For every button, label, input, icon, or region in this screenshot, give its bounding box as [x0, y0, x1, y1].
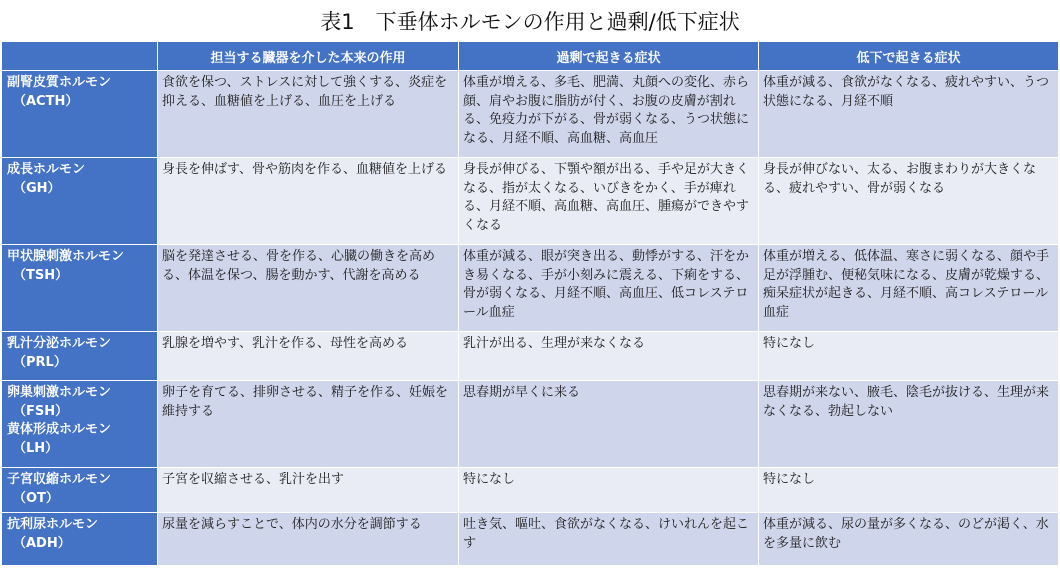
hormone-name-cell	[2, 71, 158, 158]
table-row	[2, 71, 1059, 158]
effect-cell: 子宮を収縮させる、乳汁を出す	[158, 468, 459, 513]
hormone-name: 成長ホルモン	[7, 162, 86, 177]
hormone-name-cell	[2, 245, 158, 332]
effect-cell: 尿量を減らすことで、体内の水分を調節する	[158, 513, 459, 566]
hormone-abbr: （OT）	[13, 490, 59, 506]
header-deficiency: 低下で起きる症状	[759, 42, 1059, 71]
deficiency-cell: 特になし	[759, 468, 1059, 513]
hormone-name: 副腎皮質ホルモン	[7, 75, 112, 90]
effect-cell: 卵子を育てる、排卵させる、精子を作る、妊娠を維持する	[158, 381, 459, 468]
table-row	[2, 468, 1059, 513]
table-row	[2, 332, 1059, 381]
deficiency-cell: 体重が減る、食欲がなくなる、疲れやすい、うつ状態になる、月経不順	[759, 71, 1059, 158]
deficiency-cell: 体重が減る、尿の量が多くなる、のどが渇く、水を多量に飲む	[759, 513, 1059, 566]
header-excess: 過剰で起きる症状	[459, 42, 759, 71]
table-row	[2, 513, 1059, 566]
effect-cell: 脳を発達させる、骨を作る、心臓の働きを高める、体温を保つ、腸を動かす、代謝を高める	[158, 245, 459, 332]
hormone-name-cell	[2, 381, 158, 468]
deficiency-cell: 身長が伸びない、太る、お腹まわりが大きくなる、疲れやすい、骨が弱くなる	[759, 158, 1059, 245]
table-title: 表1 下垂体ホルモンの作用と過剰/低下症状	[320, 10, 740, 34]
table-row	[2, 158, 1059, 245]
hormone-name-cell	[2, 468, 158, 513]
hormone-abbr-secondary: （LH）	[13, 440, 59, 456]
excess-cell: 乳汁が出る、生理が来なくなる	[459, 332, 759, 381]
excess-cell: 吐き気、嘔吐、食欲がなくなる、けいれんを起こす	[459, 513, 759, 566]
excess-cell: 特になし	[459, 468, 759, 513]
hormone-abbr: （PRL）	[13, 354, 67, 370]
hormone-abbr: （TSH）	[13, 267, 69, 283]
hormone-name: 甲状腺刺激ホルモン	[7, 249, 125, 264]
deficiency-cell: 体重が増える、低体温、寒さに弱くなる、顔や手足が浮腫む、便秘気味になる、皮膚が乾燥する、痴呆症状が起きる、月経不順、高コレステロール血症	[759, 245, 1059, 332]
hormone-name: 卵巣刺激ホルモン	[7, 385, 112, 400]
effect-cell: 身長を伸ばす、骨や筋肉を作る、血糖値を上げる	[158, 158, 459, 245]
hormone-name-cell	[2, 332, 158, 381]
effect-cell: 食欲を保つ、ストレスに対して強くする、炎症を抑える、血糖値を上げる、血圧を上げる	[158, 71, 459, 158]
effect-cell: 乳腺を増やす、乳汁を作る、母性を高める	[158, 332, 459, 381]
excess-cell: 体重が減る、眼が突き出る、動悸がする、汗をかき易くなる、手が小刻みに震える、下痢をする、骨が弱くなる、月経不順、高血圧、低コレステロール血症	[459, 245, 759, 332]
table-row	[2, 381, 1059, 468]
hormone-name: 抗利尿ホルモン	[7, 517, 99, 532]
hormone-name: 子宮収縮ホルモン	[7, 472, 112, 487]
header-effect: 担当する臓器を介した本来の作用	[158, 42, 459, 71]
hormone-name: 乳汁分泌ホルモン	[7, 336, 112, 351]
excess-cell: 体重が増える、多毛、肥満、丸顔への変化、赤ら顔、肩やお腹に脂肪が付く、お腹の皮膚が割れる、免疫力が下がる、骨が弱くなる、うつ状態になる、月経不順、高血糖、高血圧	[459, 71, 759, 158]
hormone-name-secondary: 黄体形成ホルモン	[7, 422, 112, 437]
excess-cell: 身長が伸びる、下顎や額が出る、手や足が大きくなる、指が太くなる、いびきをかく、手が痺れる、月経不順、高血糖、高血圧、腫瘍ができやすくなる	[459, 158, 759, 245]
hormone-abbr: （GH）	[13, 180, 61, 196]
deficiency-cell: 特になし	[759, 332, 1059, 381]
hormone-name-cell	[2, 513, 158, 566]
deficiency-cell: 思春期が来ない、腋毛、陰毛が抜ける、生理が来なくなる、勃起しない	[759, 381, 1059, 468]
hormone-table	[1, 41, 1059, 566]
hormone-abbr: （FSH）	[13, 403, 69, 419]
header-row	[2, 42, 1059, 71]
hormone-name-cell	[2, 158, 158, 245]
table-row	[2, 245, 1059, 332]
excess-cell: 思春期が早くに来る	[459, 381, 759, 468]
hormone-abbr: （ACTH）	[13, 93, 79, 109]
header-corner	[2, 42, 158, 71]
hormone-abbr: （ADH）	[13, 535, 71, 551]
